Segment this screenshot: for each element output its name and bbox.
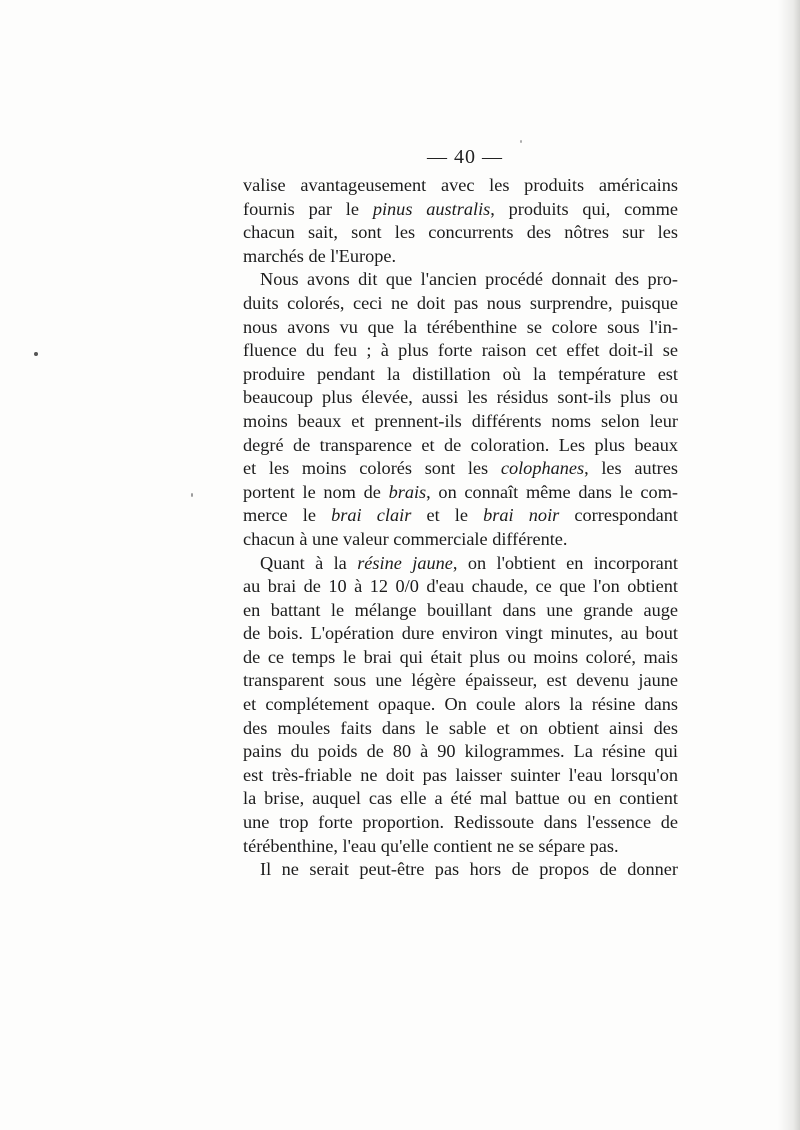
page-number: — 40 — bbox=[427, 146, 503, 168]
text-line: portent le nom de brais, on connaît même dans le com- bbox=[243, 481, 678, 502]
text-line: degré de transparence et de coloration. Les plus beaux bbox=[243, 434, 678, 455]
text-line: en battant le mélange bouillant dans une grande auge bbox=[243, 599, 678, 620]
text-line: duits colorés, ceci ne doit pas nous surprendre, puisque bbox=[243, 292, 678, 313]
text-line: Quant à la résine jaune, on l'obtient en incorporant bbox=[260, 552, 678, 573]
scan-speck bbox=[34, 352, 38, 356]
text-line: fournis par le pinus australis, produits qui, comme bbox=[243, 198, 678, 219]
italic-term: pinus australis bbox=[372, 198, 491, 219]
body-text bbox=[243, 174, 678, 882]
text-line: transparent sous une légère épaisseur, est devenu jaune bbox=[243, 670, 678, 691]
text-line: nous avons vu que la térébenthine se colore sous l'in- bbox=[243, 316, 678, 337]
italic-term: brais bbox=[388, 481, 427, 502]
text-line: fluence du feu ; à plus forte raison cet effet doit-il se bbox=[243, 340, 678, 361]
italic-term: résine jaune bbox=[357, 552, 453, 573]
text-line: Nous avons dit que l'ancien procédé donnait des pro- bbox=[260, 269, 678, 290]
text-line: des moules faits dans le sable et on obtient ainsi des bbox=[243, 717, 678, 738]
text-line: chacun sait, sont les concurrents des nôtres sur les bbox=[243, 222, 678, 243]
italic-term: colophanes bbox=[500, 458, 585, 479]
text-line: marchés de l'Europe. bbox=[243, 245, 397, 266]
text-line: une trop forte proportion. Redissoute dans l'essence de bbox=[243, 812, 678, 833]
text-line: valise avantageusement avec les produits américains bbox=[243, 175, 678, 195]
text-line: de ce temps le brai qui était plus ou moins coloré, mais bbox=[243, 646, 678, 667]
page-edge-shadow bbox=[778, 0, 800, 1130]
text-line: et complétement opaque. On coule alors la résine dans bbox=[243, 694, 678, 715]
italic-term: brai noir bbox=[483, 505, 560, 526]
text-line: produire pendant la distillation où la température est bbox=[243, 363, 678, 384]
text-line: merce le brai clair et le brai noir correspondant bbox=[243, 505, 678, 526]
text-line: la brise, auquel cas elle a été mal battue ou en contient bbox=[243, 788, 678, 809]
text-line: térébenthine, l'eau qu'elle contient ne se sépare pas. bbox=[243, 835, 619, 856]
text-line: chacun à une valeur commerciale différente. bbox=[243, 528, 568, 549]
text-line: est très-friable ne doit pas laisser suinter l'eau lorsqu'on bbox=[243, 764, 678, 785]
text-line: et les moins colorés sont les colophanes, les autres bbox=[243, 458, 678, 479]
text-line: pains du poids de 80 à 90 kilogrammes. La résine qui bbox=[243, 741, 678, 762]
italic-term: brai clair bbox=[331, 505, 412, 526]
scan-speck bbox=[520, 140, 522, 143]
text-line: Il ne serait peut-être pas hors de propos de donner bbox=[260, 859, 678, 880]
text-line: de bois. L'opération dure environ vingt minutes, au bout bbox=[243, 623, 678, 644]
text-line: au brai de 10 à 12 0/0 d'eau chaude, ce que l'on obtient bbox=[243, 576, 678, 597]
scan-speck bbox=[191, 493, 193, 497]
text-line: moins beaux et prennent-ils différents noms selon leur bbox=[243, 410, 678, 431]
text-line: beaucoup plus élevée, aussi les résidus sont-ils plus ou bbox=[243, 387, 678, 408]
